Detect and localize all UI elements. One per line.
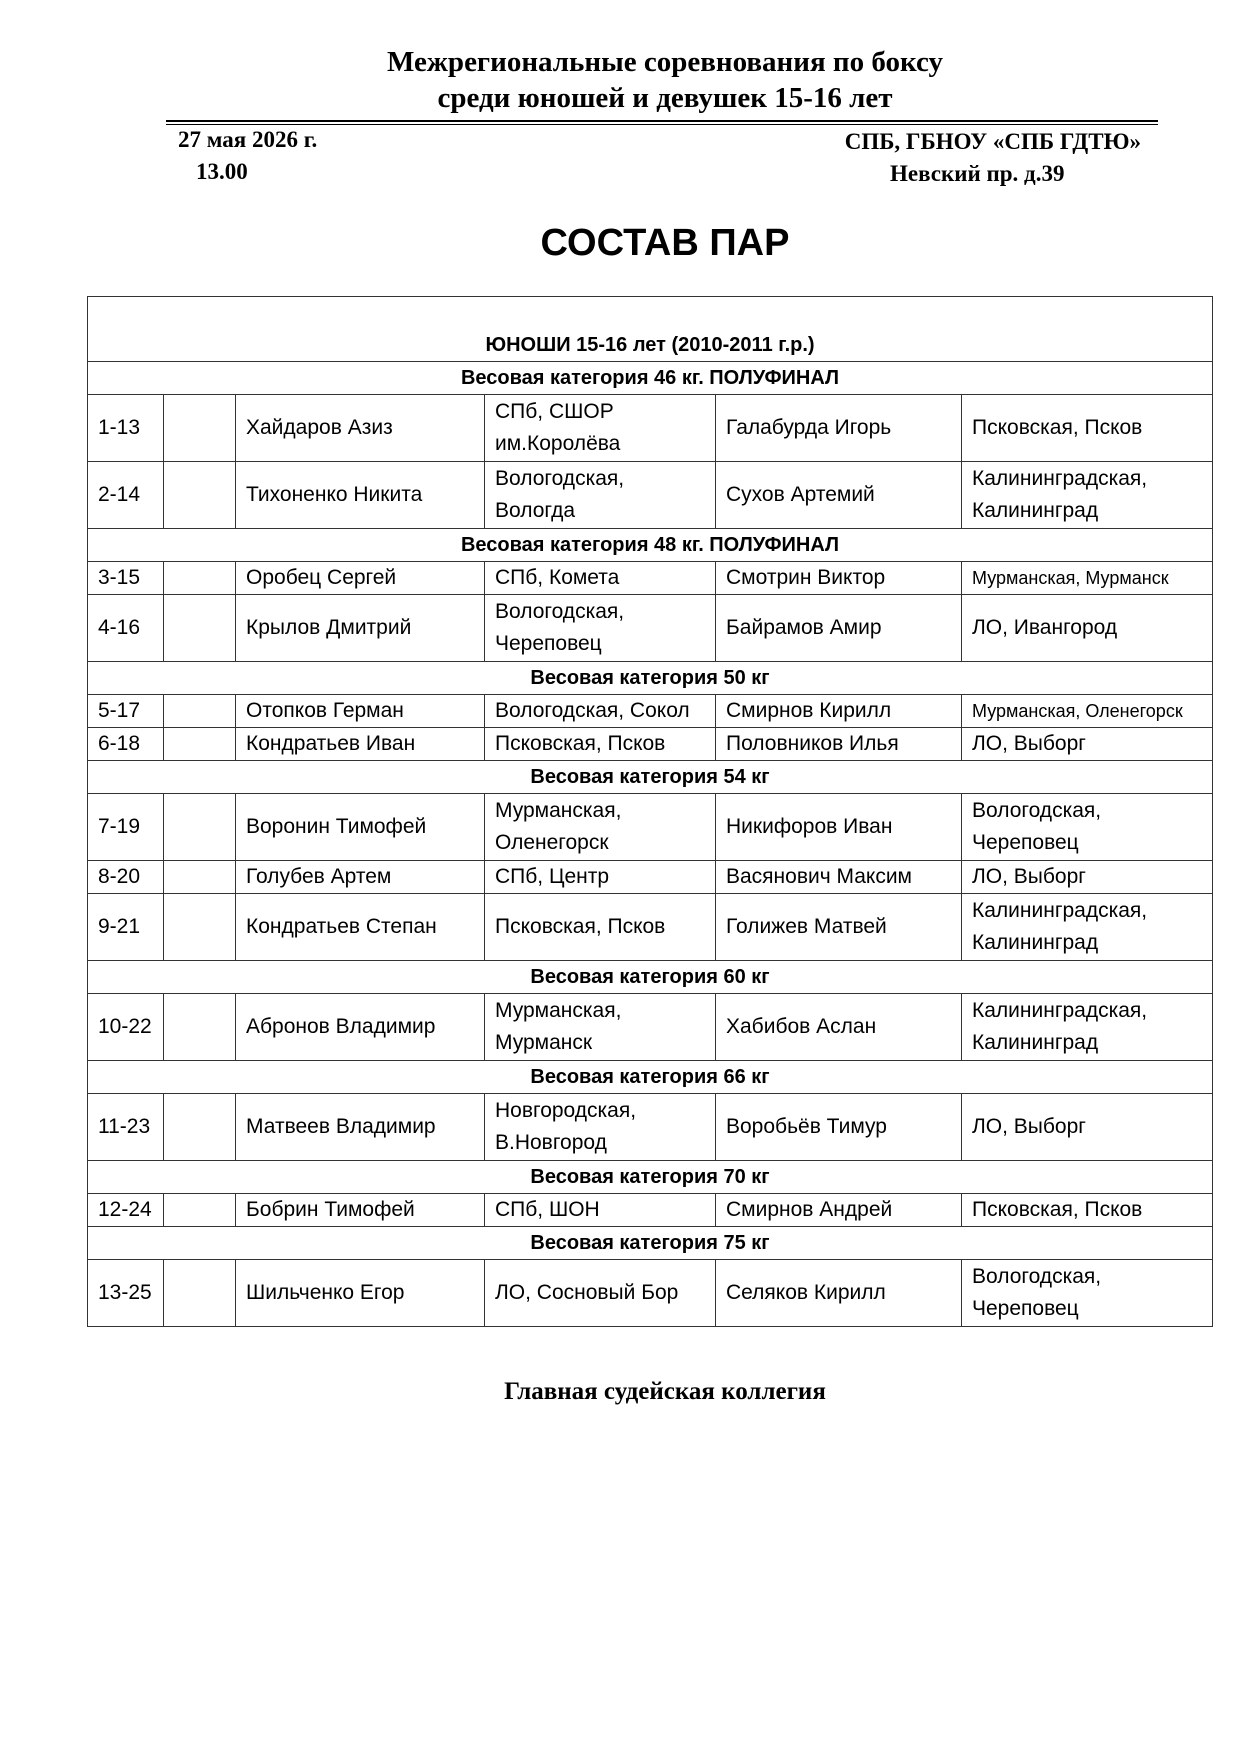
event-address: Невский пр. д.39 — [890, 161, 1065, 186]
competition-title-line2: среди юношей и девушек 15-16 лет — [437, 82, 893, 114]
boxer-blue-name: Селяков Кирилл — [716, 1260, 962, 1327]
boxer-red-region-line1: Вологодская, Сокол — [495, 699, 690, 722]
boxer-red-region — [485, 894, 716, 961]
document-title: СОСТАВ ПАР — [540, 222, 790, 264]
pair-mark — [164, 462, 236, 529]
boxer-blue-region — [962, 395, 1213, 462]
boxer-red-region — [485, 695, 716, 728]
boxer-red-name: Абронов Владимир — [236, 994, 485, 1061]
weight-category-title: Весовая категория 46 кг. ПОЛУФИНАЛ — [88, 362, 1213, 395]
weight-category-row — [88, 1227, 1213, 1260]
boxer-blue-region — [962, 562, 1213, 595]
boxer-red-region-line1: Вологодская, — [495, 600, 625, 623]
boxer-blue-region — [962, 794, 1213, 861]
boxer-red-region-line1: ЛО, Сосновый Бор — [495, 1281, 679, 1304]
pair-mark — [164, 994, 236, 1061]
pair-row — [88, 1094, 1213, 1161]
boxer-red-region-line2: Оленегорск — [495, 831, 609, 854]
boxer-red-name: Тихоненко Никита — [236, 462, 485, 529]
pair-mark — [164, 562, 236, 595]
boxer-blue-name: Смирнов Кирилл — [716, 695, 962, 728]
boxer-blue-region-line1: Калининградская, — [972, 899, 1148, 922]
weight-category-row — [88, 662, 1213, 695]
boxer-red-name: Отопков Герман — [236, 695, 485, 728]
pair-number: 6-18 — [88, 728, 164, 761]
boxer-blue-region — [962, 1194, 1213, 1227]
boxer-blue-region — [962, 695, 1213, 728]
header-rule-thin — [166, 124, 1158, 125]
boxer-red-region — [485, 728, 716, 761]
boxer-red-region-line2: Череповец — [495, 632, 602, 655]
weight-category-row — [88, 761, 1213, 794]
pair-mark — [164, 728, 236, 761]
boxer-red-name: Голубев Артем — [236, 861, 485, 894]
pair-mark — [164, 1194, 236, 1227]
boxer-blue-name: Смотрин Виктор — [716, 562, 962, 595]
pair-number: 7-19 — [88, 794, 164, 861]
pair-number: 5-17 — [88, 695, 164, 728]
weight-category-title: Весовая категория 60 кг — [88, 961, 1213, 994]
boxer-blue-name: Смирнов Андрей — [716, 1194, 962, 1227]
boxer-red-region — [485, 994, 716, 1061]
boxer-blue-region — [962, 861, 1213, 894]
weight-category-row — [88, 1061, 1213, 1094]
boxer-blue-region — [962, 1094, 1213, 1161]
pairs-table — [87, 296, 1213, 1327]
boxer-red-name: Шильченко Егор — [236, 1260, 485, 1327]
boxer-blue-name: Васянович Максим — [716, 861, 962, 894]
judges-panel-signature: Главная судейская коллегия — [504, 1378, 826, 1405]
boxer-blue-region — [962, 462, 1213, 529]
pair-number: 13-25 — [88, 1260, 164, 1327]
boxer-blue-region-line1: Вологодская, — [972, 1265, 1102, 1288]
boxer-red-region — [485, 1094, 716, 1161]
boxer-red-region-line1: СПб, ШОН — [495, 1198, 600, 1221]
boxer-blue-name: Сухов Артемий — [716, 462, 962, 529]
event-venue: СПБ, ГБНОУ «СПБ ГДТЮ» — [844, 129, 1141, 154]
pair-row — [88, 695, 1213, 728]
boxer-blue-region-line1: ЛО, Выборг — [972, 1115, 1086, 1138]
boxer-red-name: Хайдаров Азиз — [236, 395, 485, 462]
boxer-blue-region — [962, 1260, 1213, 1327]
pair-number: 2-14 — [88, 462, 164, 529]
weight-category-row — [88, 362, 1213, 395]
boxer-blue-name: Воробьёв Тимур — [716, 1094, 962, 1161]
boxer-red-name: Воронин Тимофей — [236, 794, 485, 861]
pair-number: 10-22 — [88, 994, 164, 1061]
weight-category-title: Весовая категория 75 кг — [88, 1227, 1213, 1260]
weight-category-title: Весовая категория 50 кг — [88, 662, 1213, 695]
group-heading-row — [88, 297, 1213, 362]
pair-number: 4-16 — [88, 595, 164, 662]
boxer-red-region-line1: Вологодская, — [495, 467, 625, 490]
boxer-blue-region-line1: Калининградская, — [972, 467, 1148, 490]
boxer-blue-region-line2: Калининград — [972, 1031, 1099, 1054]
boxer-red-name: Бобрин Тимофей — [236, 1194, 485, 1227]
boxer-blue-region-line2: Калининград — [972, 931, 1099, 954]
boxer-red-name: Оробец Сергей — [236, 562, 485, 595]
boxer-blue-name: Половников Илья — [716, 728, 962, 761]
pair-mark — [164, 1094, 236, 1161]
weight-category-row — [88, 961, 1213, 994]
boxer-blue-region-line2: Череповец — [972, 1297, 1079, 1320]
boxer-red-region — [485, 1194, 716, 1227]
boxer-red-region-line1: Мурманская, — [495, 999, 622, 1022]
boxer-blue-name: Байрамов Амир — [716, 595, 962, 662]
competition-title — [0, 44, 1241, 116]
pair-row — [88, 894, 1213, 961]
boxer-red-region-line1: Мурманская, — [495, 799, 622, 822]
boxer-blue-name: Никифоров Иван — [716, 794, 962, 861]
boxer-red-region-line2: им.Королёва — [495, 432, 621, 455]
weight-category-title: Весовая категория 54 кг — [88, 761, 1213, 794]
boxer-red-region-line2: Вологда — [495, 499, 576, 522]
boxer-red-region-line1: Псковская, Псков — [495, 732, 666, 755]
pair-number: 3-15 — [88, 562, 164, 595]
boxer-blue-region-line1: Вологодская, — [972, 799, 1102, 822]
pair-number: 12-24 — [88, 1194, 164, 1227]
boxer-red-name: Кондратьев Иван — [236, 728, 485, 761]
pair-row — [88, 994, 1213, 1061]
weight-category-title: Весовая категория 66 кг — [88, 1061, 1213, 1094]
pair-row — [88, 1260, 1213, 1327]
pair-row — [88, 395, 1213, 462]
pair-mark — [164, 894, 236, 961]
weight-category-row — [88, 1161, 1213, 1194]
boxer-blue-region-line1: Мурманская, Оленегорск — [972, 701, 1183, 721]
boxer-red-region-line1: Псковская, Псков — [495, 915, 666, 938]
boxer-blue-region-line2: Череповец — [972, 831, 1079, 854]
pair-row — [88, 562, 1213, 595]
pair-mark — [164, 695, 236, 728]
boxer-blue-name: Голижев Матвей — [716, 894, 962, 961]
competition-title-line1: Межрегиональные соревнования по боксу — [387, 46, 943, 78]
pair-mark — [164, 1260, 236, 1327]
pair-row — [88, 1194, 1213, 1227]
boxer-blue-region — [962, 728, 1213, 761]
pair-row — [88, 595, 1213, 662]
boxer-blue-region-line2: Калининград — [972, 499, 1099, 522]
boxer-blue-region-line1: Мурманская, Мурманск — [972, 568, 1169, 588]
weight-category-row — [88, 529, 1213, 562]
boxer-blue-region — [962, 894, 1213, 961]
weight-category-title: Весовая категория 48 кг. ПОЛУФИНАЛ — [88, 529, 1213, 562]
boxer-red-region-line1: СПб, Комета — [495, 566, 620, 589]
boxer-red-name: Кондратьев Степан — [236, 894, 485, 961]
boxer-blue-region — [962, 595, 1213, 662]
boxer-red-region — [485, 595, 716, 662]
boxer-red-name: Крылов Дмитрий — [236, 595, 485, 662]
pair-mark — [164, 861, 236, 894]
boxer-blue-region-line1: Калининградская, — [972, 999, 1148, 1022]
pair-number: 9-21 — [88, 894, 164, 961]
boxer-red-region-line1: Новгородская, — [495, 1099, 637, 1122]
boxer-blue-region-line1: Псковская, Псков — [972, 1198, 1143, 1221]
boxer-red-name: Матвеев Владимир — [236, 1094, 485, 1161]
boxer-blue-name: Хабибов Аслан — [716, 994, 962, 1061]
pairs-table-body — [88, 297, 1213, 1327]
pair-mark — [164, 395, 236, 462]
boxer-blue-name: Галабурда Игорь — [716, 395, 962, 462]
boxer-red-region — [485, 562, 716, 595]
event-time: 13.00 — [196, 159, 248, 184]
pair-row — [88, 861, 1213, 894]
boxer-red-region-line2: В.Новгород — [495, 1131, 607, 1154]
event-date: 27 мая 2026 г. — [178, 127, 318, 152]
pair-number: 1-13 — [88, 395, 164, 462]
pair-row — [88, 728, 1213, 761]
boxer-red-region — [485, 395, 716, 462]
boxer-blue-region-line1: ЛО, Выборг — [972, 865, 1086, 888]
boxer-blue-region — [962, 994, 1213, 1061]
header-rule-thick — [166, 120, 1158, 122]
pair-mark — [164, 794, 236, 861]
pair-number: 11-23 — [88, 1094, 164, 1161]
pair-number: 8-20 — [88, 861, 164, 894]
weight-category-title: Весовая категория 70 кг — [88, 1161, 1213, 1194]
boxer-red-region — [485, 1260, 716, 1327]
pair-row — [88, 462, 1213, 529]
boxer-blue-region-line1: ЛО, Выборг — [972, 732, 1086, 755]
boxer-red-region-line2: Мурманск — [495, 1031, 593, 1054]
boxer-red-region — [485, 861, 716, 894]
pair-mark — [164, 595, 236, 662]
group-heading: ЮНОШИ 15-16 лет (2010-2011 г.р.) — [88, 297, 1213, 362]
boxer-blue-region-line1: ЛО, Ивангород — [972, 616, 1118, 639]
boxer-blue-region-line1: Псковская, Псков — [972, 416, 1143, 439]
boxer-red-region-line1: СПб, Центр — [495, 865, 610, 888]
boxer-red-region — [485, 462, 716, 529]
boxer-red-region-line1: СПб, СШОР — [495, 400, 614, 423]
pair-row — [88, 794, 1213, 861]
boxer-red-region — [485, 794, 716, 861]
